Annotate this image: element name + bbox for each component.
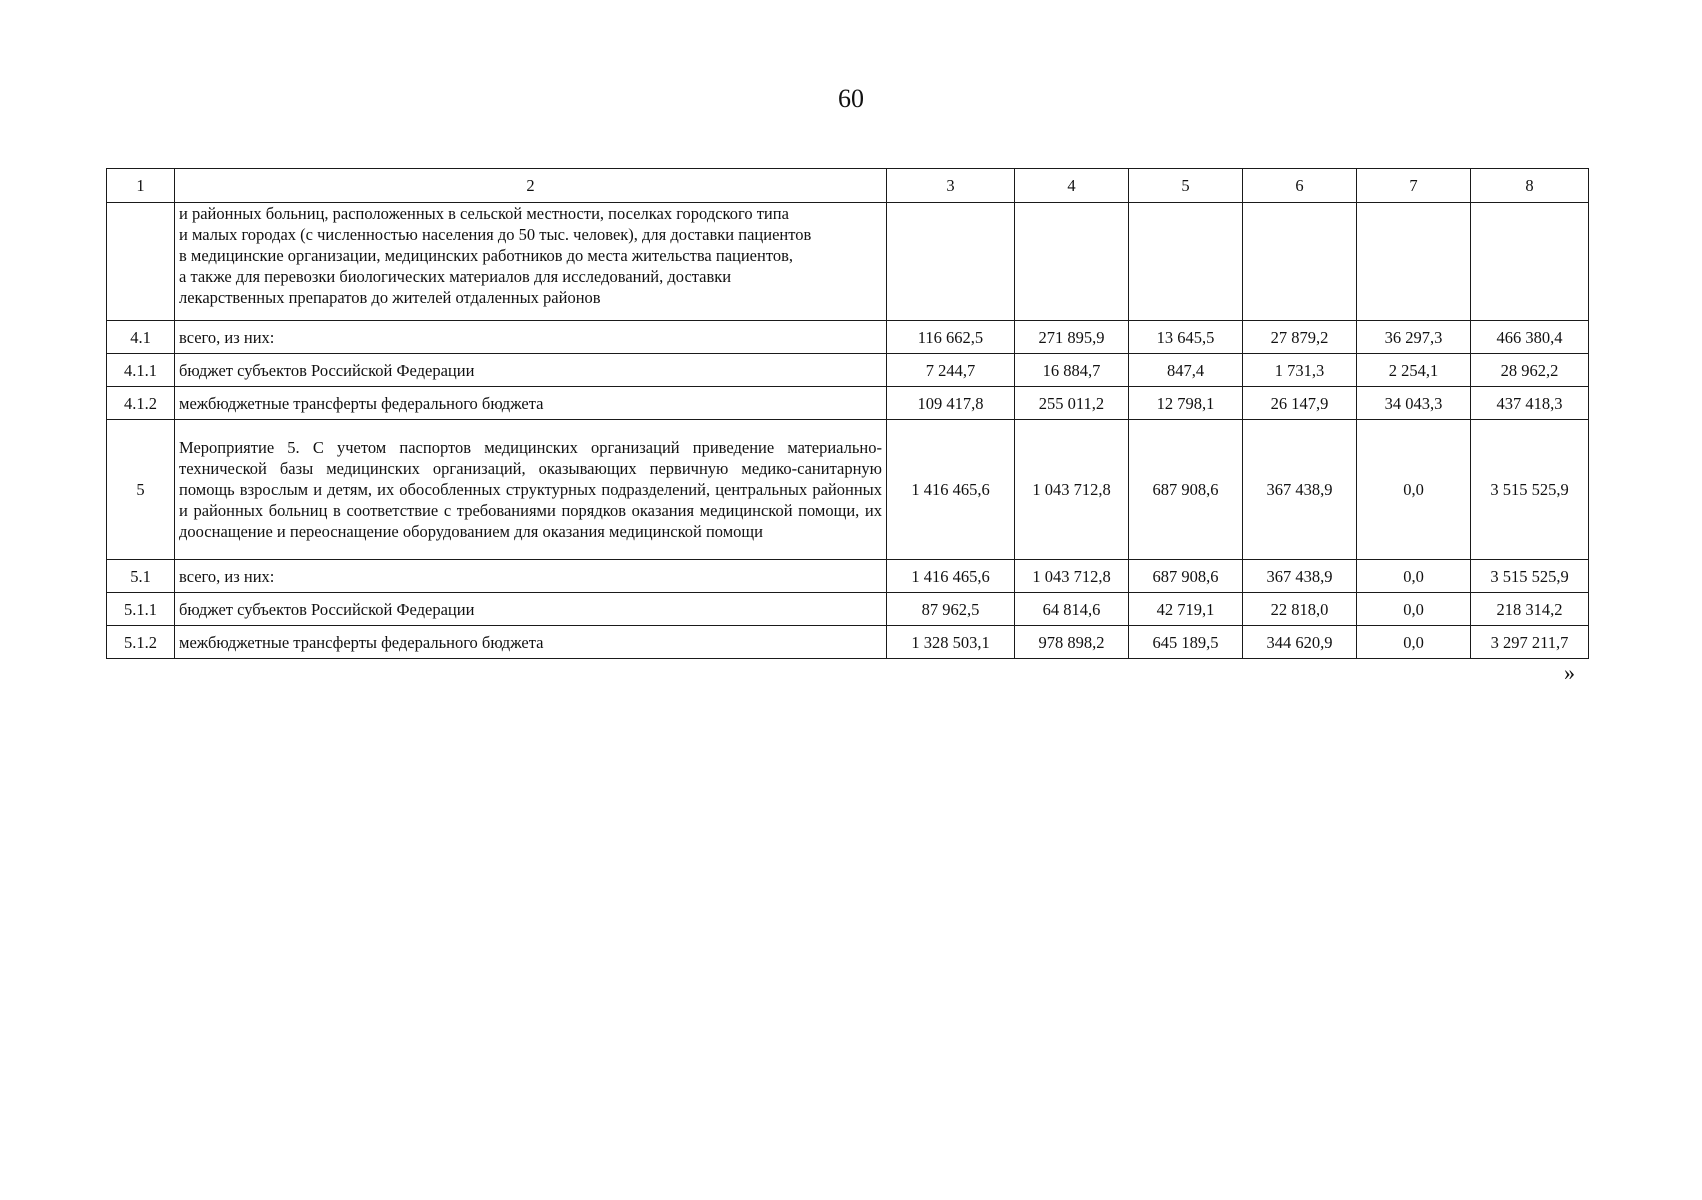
value-cell: 3 515 525,9 [1471,560,1589,593]
value-cell: 87 962,5 [887,593,1015,626]
table-row [107,560,1589,593]
value-cell: 27 879,2 [1243,321,1357,354]
value-cell: 12 798,1 [1129,387,1243,420]
measure-row [107,420,1589,560]
value-cell: 255 011,2 [1015,387,1129,420]
table-row [107,593,1589,626]
value-cell: 437 418,3 [1471,387,1589,420]
value-cell: 22 818,0 [1243,593,1357,626]
row-label: межбюджетные трансферты федерального бюджета [175,626,887,659]
continuation-line: и районных больниц, расположенных в сельской местности, поселках городского типа [179,204,789,223]
table-row [107,626,1589,659]
value-cell: 116 662,5 [887,321,1015,354]
value-cell: 367 438,9 [1243,560,1357,593]
value-cell: 109 417,8 [887,387,1015,420]
value-cell: 1 416 465,6 [887,420,1015,560]
empty-cell [1129,203,1243,321]
value-cell: 218 314,2 [1471,593,1589,626]
continuation-line: а также для перевозки биологических материалов для исследований, доставки [179,267,732,286]
value-cell: 847,4 [1129,354,1243,387]
header-cell-5: 5 [1129,169,1243,203]
value-cell: 271 895,9 [1015,321,1129,354]
empty-cell [1471,203,1589,321]
measure-text: Мероприятие 5. С учетом паспортов медицинских организаций приведение материально-технической базы медицинских организаций, оказывающих первичную медико-санитарную помощь взрослым и детям, их обособленных структурных подразделений, центральных районных и районных больниц в соответствие с требованиями порядков оказания медицинской помощи, их дооснащение и переоснащение оборудованием для оказания медицинской помощи [175,420,887,560]
row-label: всего, из них: [175,560,887,593]
value-cell: 36 297,3 [1357,321,1471,354]
table-row [107,354,1589,387]
header-cell-3: 3 [887,169,1015,203]
value-cell: 1 731,3 [1243,354,1357,387]
row-number: 4.1.1 [107,354,175,387]
table-row [107,321,1589,354]
continuation-line: и малых городах (с численностью населения до 50 тыс. человек), для доставки пациентов [179,225,812,244]
empty-cell [1015,203,1129,321]
continuation-row [107,203,1589,321]
value-cell: 344 620,9 [1243,626,1357,659]
value-cell: 34 043,3 [1357,387,1471,420]
empty-cell [887,203,1015,321]
value-cell: 1 328 503,1 [887,626,1015,659]
value-cell: 687 908,6 [1129,420,1243,560]
row-number: 5.1.1 [107,593,175,626]
row-number [107,203,175,321]
row-number: 4.1 [107,321,175,354]
value-cell: 3 297 211,7 [1471,626,1589,659]
row-label: всего, из них: [175,321,887,354]
value-cell: 0,0 [1357,420,1471,560]
row-number: 5.1 [107,560,175,593]
value-cell: 978 898,2 [1015,626,1129,659]
value-cell: 0,0 [1357,626,1471,659]
row-label: бюджет субъектов Российской Федерации [175,354,887,387]
value-cell: 13 645,5 [1129,321,1243,354]
header-row [107,169,1589,203]
continuation-text [175,203,887,321]
row-number: 5 [107,420,175,560]
row-label: межбюджетные трансферты федерального бюджета [175,387,887,420]
row-number: 5.1.2 [107,626,175,659]
row-label: бюджет субъектов Российской Федерации [175,593,887,626]
budget-table [106,168,1589,659]
row-number: 4.1.2 [107,387,175,420]
value-cell: 16 884,7 [1015,354,1129,387]
header-cell-4: 4 [1015,169,1129,203]
value-cell: 64 814,6 [1015,593,1129,626]
value-cell: 367 438,9 [1243,420,1357,560]
value-cell: 0,0 [1357,560,1471,593]
empty-cell [1243,203,1357,321]
header-cell-2: 2 [175,169,887,203]
value-cell: 26 147,9 [1243,387,1357,420]
value-cell: 0,0 [1357,593,1471,626]
value-cell: 1 416 465,6 [887,560,1015,593]
value-cell: 28 962,2 [1471,354,1589,387]
continuation-line: в медицинские организации, медицинских работников до места жительства пациентов, [179,246,793,265]
header-cell-1: 1 [107,169,175,203]
header-cell-8: 8 [1471,169,1589,203]
header-cell-6: 6 [1243,169,1357,203]
value-cell: 466 380,4 [1471,321,1589,354]
value-cell: 1 043 712,8 [1015,560,1129,593]
empty-cell [1357,203,1471,321]
continuation-line: лекарственных препаратов до жителей отдаленных районов [179,288,601,307]
value-cell: 7 244,7 [887,354,1015,387]
value-cell: 2 254,1 [1357,354,1471,387]
page-number: 60 [838,84,864,113]
header-cell-7: 7 [1357,169,1471,203]
value-cell: 1 043 712,8 [1015,420,1129,560]
value-cell: 645 189,5 [1129,626,1243,659]
value-cell: 3 515 525,9 [1471,420,1589,560]
closing-quote-mark: » [1564,660,1575,685]
table-row [107,387,1589,420]
value-cell: 687 908,6 [1129,560,1243,593]
value-cell: 42 719,1 [1129,593,1243,626]
